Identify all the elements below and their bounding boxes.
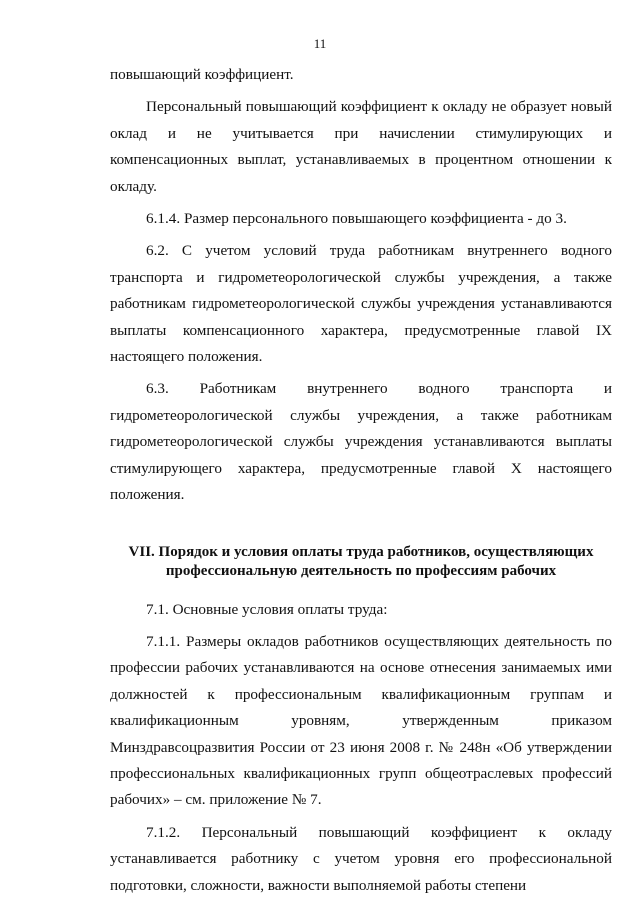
paragraph-7-1-1: 7.1.1. Размеры окладов работников осуществляющих деятельность по профессии рабочих устанавливаются на основе отнесения занимаемых ими должностей к профессиональным квалификационным группам и квалификационным уровням, утвержденным приказом Минздравсоцразвития России от 23 июня 2008 г. № 248н «Об утверждении профессиональных квалификационных групп общеотраслевых профессий рабочих» – см. приложение № 7. xyxy=(110,632,612,809)
paragraph-6-2: 6.2. С учетом условий труда работникам внутреннего водного транспорта и гидрометеорологической службы учреждения, а также работникам гидрометеорологической службы учреждения устанавливаются выплаты компенсационного характера, предусмотренные главой IX настоящего положения. xyxy=(110,242,612,366)
paragraph-7-1: 7.1. Основные условия оплаты труда: xyxy=(146,600,388,618)
paragraph-7-1-2: 7.1.2. Персональный повышающий коэффициент к окладу устанавливается работнику с учетом уровня его профессиональной подготовки, сложности, важности выполняемой работы степени xyxy=(110,823,612,894)
page-number: 11 xyxy=(313,36,327,51)
section-heading-line-2: профессиональную деятельность по профессиям рабочих xyxy=(165,562,557,579)
paragraph-6-1-4: 6.1.4. Размер персонального повышающего коэффициента - до 3. xyxy=(146,210,567,228)
section-heading-vii xyxy=(110,543,612,581)
paragraph-personal-coefficient-note: Персональный повышающий коэффициент к окладу не образует новый оклад и не учитывается при начислении стимулирующих и компенсационных выплат, устанавливаемых в процентном отношении к окладу. xyxy=(110,98,612,195)
paragraph-continuation: повышающий коэффициент. xyxy=(110,66,294,83)
paragraph-6-3: 6.3. Работникам внутреннего водного транспорта и гидрометеорологической службы учреждения, а также работникам гидрометеорологической службы учреждения устанавливаются выплаты стимулирующего характера, предусмотренные главой X настоящего положения. xyxy=(110,380,612,504)
section-heading-line-1: VII. Порядок и условия оплаты труда работников, осуществляющих xyxy=(128,543,594,560)
document-body xyxy=(110,62,612,899)
